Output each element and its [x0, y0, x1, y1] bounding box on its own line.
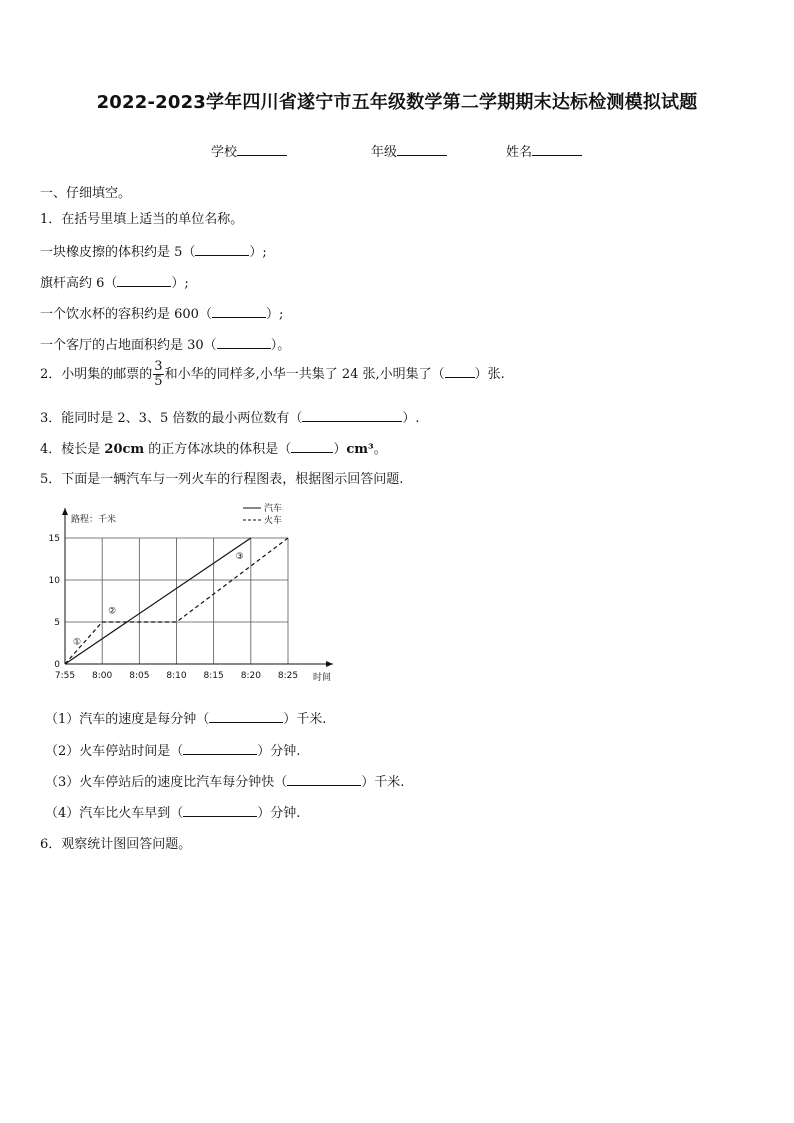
answer-blank[interactable]	[287, 773, 361, 786]
name-label: 姓名	[506, 145, 533, 160]
section-heading: 一、仔细填空。	[40, 186, 132, 201]
grade-field	[371, 141, 447, 160]
x-tick-label: 8:15	[203, 671, 224, 681]
annotation-marker: ①	[72, 637, 82, 648]
grade-blank[interactable]	[397, 143, 447, 156]
question-3: 3．能同时是 2、3、5 倍数的最小两位数有（ ）.	[40, 411, 420, 426]
answer-blank[interactable]	[445, 365, 475, 378]
answer-blank[interactable]	[291, 440, 333, 453]
question-1-item: 一个饮水杯的容积约是 600（ ）;	[40, 307, 284, 322]
x-tick-label: 8:00	[92, 671, 113, 681]
question-5-sub: （4）汽车比火车早到（ ）分钟.	[45, 806, 301, 821]
answer-blank[interactable]	[212, 305, 266, 318]
fraction: $\frac{3}{5}$	[154, 359, 163, 389]
y-tick-label: 5	[54, 618, 60, 628]
legend-label: 汽车	[264, 504, 283, 514]
answer-blank[interactable]	[209, 710, 283, 723]
question-5-sub: （3）火车停站后的速度比汽车每分钟快（ ）千米.	[45, 775, 405, 790]
annotation-marker: ②	[108, 606, 117, 617]
travel-line-chart	[40, 500, 350, 690]
page-title: 2022-2023学年四川省遂宁市五年级数学第二学期期末达标检测模拟试题	[96, 92, 698, 113]
name-blank[interactable]	[532, 143, 582, 156]
question-1-item: 旗杆高约 6（ ）;	[40, 276, 189, 291]
x-tick-label: 8:25	[277, 671, 299, 681]
series-line-solid	[65, 538, 251, 664]
x-tick-label: 8:05	[129, 671, 150, 681]
y-tick-label: 10	[48, 576, 60, 586]
school-field	[211, 141, 287, 160]
school-label: 学校	[211, 145, 238, 160]
school-blank[interactable]	[237, 143, 287, 156]
answer-blank[interactable]	[217, 336, 271, 349]
question-5-stem: 5．下面是一辆汽车与一列火车的行程图表，根据图示回答问题.	[40, 472, 404, 487]
question-1-item: 一个客厅的占地面积约是 30（ ）。	[40, 338, 291, 353]
x-tick-label: 8:20	[240, 671, 261, 681]
y-tick-label: 0	[54, 660, 60, 670]
question-2: 2．小明集的邮票的 $\frac{3}{5}$ 和小华的同样多,小华一共集了 24 张,小明集了（ ）张.	[40, 359, 505, 389]
grade-label: 年级	[371, 145, 398, 160]
legend-label: 火车	[264, 516, 283, 526]
y-axis-label: 路程：千米	[71, 515, 117, 525]
chart-ticks	[49, 534, 299, 681]
question-4: 4．棱长是 20cm 的正方体冰块的体积是（ ）cm³。	[40, 442, 387, 457]
question-6-stem: 6．观察统计图回答问题。	[40, 837, 192, 852]
answer-blank[interactable]	[183, 742, 257, 755]
annotation-marker: ③	[235, 552, 244, 562]
x-tick-label: 7:55	[54, 671, 76, 681]
y-axis-arrow	[62, 508, 68, 515]
answer-blank[interactable]	[117, 274, 171, 287]
x-axis-arrow	[326, 661, 333, 667]
x-axis-label: 时间	[313, 673, 332, 683]
x-tick-label: 8:10	[166, 671, 187, 681]
name-field	[506, 141, 582, 160]
answer-blank[interactable]	[195, 243, 249, 256]
question-1-stem: 1．在括号里填上适当的单位名称。	[40, 212, 244, 227]
question-1-item: 一块橡皮擦的体积约是 5（ ）;	[40, 245, 267, 260]
y-tick-label: 15	[48, 534, 60, 544]
answer-blank[interactable]	[183, 804, 257, 817]
question-5-sub: （1）汽车的速度是每分钟（ ）千米.	[45, 712, 327, 727]
question-5-sub: （2）火车停站时间是（ ）分钟.	[45, 744, 301, 759]
chart-labels	[71, 502, 331, 683]
chart-axes	[62, 508, 333, 667]
chart-grid	[65, 538, 288, 664]
answer-blank[interactable]	[302, 409, 402, 422]
